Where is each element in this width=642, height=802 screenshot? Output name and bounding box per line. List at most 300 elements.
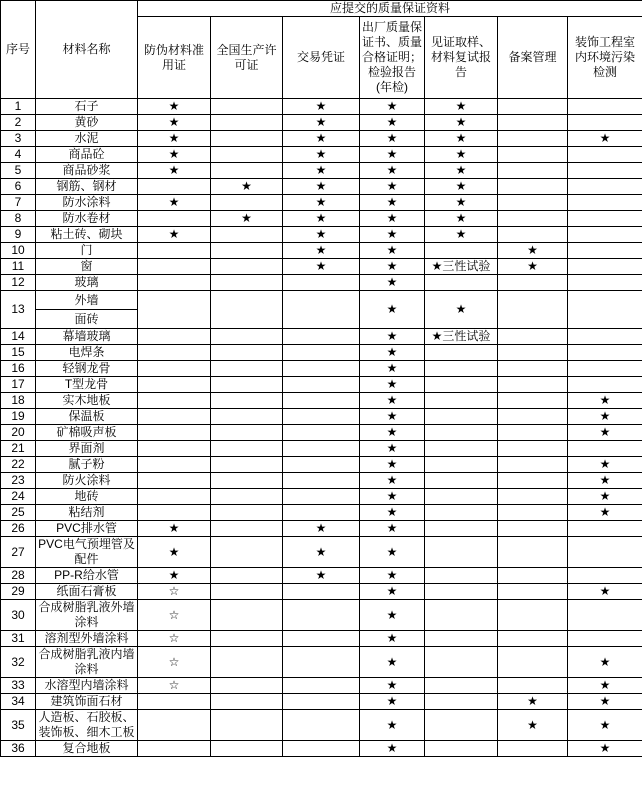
star-cell: [568, 329, 642, 345]
star-cell: ★: [360, 631, 425, 647]
star-cell: ★: [360, 489, 425, 505]
star-cell: ★: [138, 521, 211, 537]
star-cell: [568, 537, 642, 568]
star-cell: [498, 345, 568, 361]
star-cell: [283, 409, 360, 425]
star-cell: [498, 425, 568, 441]
star-cell: [211, 147, 283, 163]
star-cell: ★: [138, 195, 211, 211]
star-cell: [498, 115, 568, 131]
star-cell: ★: [211, 211, 283, 227]
star-cell: ★: [568, 584, 642, 600]
star-cell: ★: [498, 694, 568, 710]
star-cell: [498, 99, 568, 115]
star-cell: [425, 393, 498, 409]
star-cell: ★: [211, 179, 283, 195]
star-cell: ★: [498, 259, 568, 275]
table-row: [1, 584, 642, 600]
star-cell: [211, 115, 283, 131]
star-cell: [498, 195, 568, 211]
star-cell: [425, 568, 498, 584]
star-cell: ★: [283, 243, 360, 259]
star-cell: ☆: [138, 678, 211, 694]
row-index: 3: [1, 131, 36, 147]
star-cell: [211, 489, 283, 505]
star-cell: [138, 345, 211, 361]
star-cell: [211, 131, 283, 147]
star-cell: ★: [138, 568, 211, 584]
star-cell: [283, 694, 360, 710]
star-cell: [498, 678, 568, 694]
table-row: [1, 163, 642, 179]
star-cell: [498, 537, 568, 568]
star-cell: ★: [360, 505, 425, 521]
star-cell: [498, 568, 568, 584]
star-cell: ★三性试验: [425, 259, 498, 275]
star-cell: [283, 647, 360, 678]
star-cell: [568, 600, 642, 631]
star-cell: [568, 115, 642, 131]
star-cell: [425, 441, 498, 457]
star-cell: [498, 377, 568, 393]
star-cell: ★: [425, 179, 498, 195]
star-cell: ★: [138, 147, 211, 163]
material-name: 地砖: [36, 489, 138, 505]
star-cell: ★: [360, 291, 425, 329]
star-cell: [498, 647, 568, 678]
material-name: 水泥: [36, 131, 138, 147]
material-name: PVC电气预埋管及配件: [36, 537, 138, 568]
material-name: 防火涂料: [36, 473, 138, 489]
star-cell: [498, 211, 568, 227]
star-cell: [568, 147, 642, 163]
star-cell: [498, 521, 568, 537]
star-cell: [498, 329, 568, 345]
col-header-transaction-voucher: 交易凭证: [283, 17, 360, 99]
table-row: [1, 211, 642, 227]
star-cell: [425, 275, 498, 291]
row-index: 31: [1, 631, 36, 647]
star-cell: [138, 409, 211, 425]
star-cell: [498, 393, 568, 409]
star-cell: ★: [283, 537, 360, 568]
star-cell: [425, 505, 498, 521]
star-cell: ★: [360, 377, 425, 393]
star-cell: ★: [360, 345, 425, 361]
star-cell: [425, 741, 498, 757]
material-name: 石子: [36, 99, 138, 115]
star-cell: [138, 243, 211, 259]
row-index: 28: [1, 568, 36, 584]
row-index: 2: [1, 115, 36, 131]
star-cell: [283, 393, 360, 409]
star-cell: [211, 243, 283, 259]
star-cell: ★: [360, 710, 425, 741]
material-name: PVC排水管: [36, 521, 138, 537]
table-header: [1, 1, 642, 99]
material-name: 纸面石膏板: [36, 584, 138, 600]
table-row: [1, 441, 642, 457]
star-cell: [425, 647, 498, 678]
table-row: [1, 521, 642, 537]
star-cell: [568, 227, 642, 243]
col-header-witness-sampling-retest-report: 见证取样、材料复试报告: [425, 17, 498, 99]
star-cell: ★: [138, 537, 211, 568]
star-cell: [283, 457, 360, 473]
table-row: [1, 227, 642, 243]
star-cell: [138, 694, 211, 710]
star-cell: [283, 345, 360, 361]
material-name: T型龙骨: [36, 377, 138, 393]
table-row: [1, 489, 642, 505]
star-cell: ★: [283, 227, 360, 243]
table-row: [1, 505, 642, 521]
star-cell: ★: [425, 163, 498, 179]
table-row: [1, 393, 642, 409]
star-cell: ★: [283, 259, 360, 275]
row-index: 21: [1, 441, 36, 457]
star-cell: [138, 377, 211, 393]
star-cell: [211, 99, 283, 115]
star-cell: [283, 489, 360, 505]
row-index: 27: [1, 537, 36, 568]
star-cell: ★: [360, 441, 425, 457]
star-cell: ★: [360, 211, 425, 227]
star-cell: [568, 521, 642, 537]
star-cell: ★: [360, 393, 425, 409]
star-cell: [425, 537, 498, 568]
star-cell: [498, 275, 568, 291]
star-cell: [568, 568, 642, 584]
col-header-index: 序号: [1, 1, 36, 99]
star-cell: [425, 600, 498, 631]
star-cell: [283, 329, 360, 345]
table-row: [1, 147, 642, 163]
star-cell: [211, 441, 283, 457]
star-cell: [211, 584, 283, 600]
col-header-material-name: 材料名称: [36, 1, 138, 99]
row-index: 11: [1, 259, 36, 275]
star-cell: [498, 600, 568, 631]
star-cell: [425, 631, 498, 647]
table-row: [1, 377, 642, 393]
star-cell: [425, 409, 498, 425]
star-cell: [568, 195, 642, 211]
star-cell: ☆: [138, 647, 211, 678]
star-cell: [425, 243, 498, 259]
star-cell: [138, 211, 211, 227]
star-cell: [425, 521, 498, 537]
material-name: 玻璃: [36, 275, 138, 291]
star-cell: ★: [360, 741, 425, 757]
star-cell: ★: [360, 521, 425, 537]
star-cell: [498, 131, 568, 147]
material-name: 合成树脂乳液外墙涂料: [36, 600, 138, 631]
material-name: 商品砼: [36, 147, 138, 163]
row-index: 19: [1, 409, 36, 425]
star-cell: [211, 425, 283, 441]
star-cell: ★: [360, 647, 425, 678]
star-cell: [211, 345, 283, 361]
star-cell: ★: [360, 678, 425, 694]
star-cell: [138, 361, 211, 377]
star-cell: ★: [425, 99, 498, 115]
star-cell: [211, 457, 283, 473]
star-cell: [283, 441, 360, 457]
star-cell: [211, 473, 283, 489]
header-group-row: [1, 1, 642, 17]
row-index: 36: [1, 741, 36, 757]
star-cell: ★: [360, 179, 425, 195]
material-name: 建筑饰面石材: [36, 694, 138, 710]
star-cell: [211, 710, 283, 741]
material-name: 商品砂浆: [36, 163, 138, 179]
material-name: 复合地板: [36, 741, 138, 757]
star-cell: ★: [360, 537, 425, 568]
table-row: [1, 678, 642, 694]
star-cell: ☆: [138, 631, 211, 647]
star-cell: ★: [425, 227, 498, 243]
star-cell: [138, 710, 211, 741]
star-cell: ★: [283, 521, 360, 537]
star-cell: ★: [425, 211, 498, 227]
star-cell: [138, 259, 211, 275]
star-cell: [211, 393, 283, 409]
star-cell: [425, 473, 498, 489]
star-cell: [498, 163, 568, 179]
table-row: [1, 710, 642, 741]
star-cell: [568, 631, 642, 647]
star-cell: ★: [138, 227, 211, 243]
table-row: [1, 179, 642, 195]
row-index: 17: [1, 377, 36, 393]
table-body: [1, 99, 642, 757]
material-name: 钢筋、钢材: [36, 179, 138, 195]
row-index: 32: [1, 647, 36, 678]
row-index: 18: [1, 393, 36, 409]
table-row: [1, 131, 642, 147]
table-row: [1, 275, 642, 291]
table-row: [1, 537, 642, 568]
star-cell: ★: [283, 147, 360, 163]
star-cell: [138, 489, 211, 505]
table-row: [1, 741, 642, 757]
row-index: 5: [1, 163, 36, 179]
star-cell: [211, 259, 283, 275]
star-cell: [211, 195, 283, 211]
material-name: 保温板: [36, 409, 138, 425]
star-cell: ★: [360, 361, 425, 377]
table-row: [1, 99, 642, 115]
table-row: [1, 568, 642, 584]
star-cell: ☆: [138, 584, 211, 600]
star-cell: [138, 441, 211, 457]
table-row: [1, 195, 642, 211]
star-cell: ★: [360, 147, 425, 163]
star-cell: ★: [568, 489, 642, 505]
star-cell: [568, 441, 642, 457]
row-index: 35: [1, 710, 36, 741]
star-cell: [211, 163, 283, 179]
star-cell: ★: [138, 163, 211, 179]
star-cell: [138, 393, 211, 409]
material-name: 人造板、石胶板、装饰板、细木工板: [36, 710, 138, 741]
star-cell: [283, 710, 360, 741]
star-cell: ★: [360, 600, 425, 631]
material-name: 门: [36, 243, 138, 259]
star-cell: ★: [360, 99, 425, 115]
star-cell: ★: [360, 259, 425, 275]
star-cell: ★: [283, 211, 360, 227]
star-cell: ★: [283, 568, 360, 584]
star-cell: [568, 377, 642, 393]
star-cell: ★: [360, 457, 425, 473]
row-index: 23: [1, 473, 36, 489]
star-cell: [211, 505, 283, 521]
star-cell: ★: [283, 179, 360, 195]
material-name: 粘土砖、砌块: [36, 227, 138, 243]
star-cell: [498, 473, 568, 489]
table-row: [1, 243, 642, 259]
star-cell: [568, 275, 642, 291]
star-cell: [211, 741, 283, 757]
star-cell: ★: [498, 710, 568, 741]
material-name: 粘结剂: [36, 505, 138, 521]
star-cell: ★: [425, 131, 498, 147]
star-cell: ★: [283, 163, 360, 179]
star-cell: ★: [568, 131, 642, 147]
star-cell: ★: [425, 291, 498, 329]
star-cell: [498, 179, 568, 195]
star-cell: [568, 259, 642, 275]
star-cell: ★: [360, 694, 425, 710]
star-cell: ★: [360, 329, 425, 345]
star-cell: [283, 291, 360, 329]
star-cell: [498, 227, 568, 243]
table-row: [1, 647, 642, 678]
material-name: 合成树脂乳液内墙涂料: [36, 647, 138, 678]
material-name: 防水卷材: [36, 211, 138, 227]
table-row: [1, 694, 642, 710]
star-cell: ★: [283, 195, 360, 211]
star-cell: [283, 505, 360, 521]
star-cell: [283, 678, 360, 694]
material-name: 矿棉吸声板: [36, 425, 138, 441]
star-cell: ★: [360, 115, 425, 131]
material-name: 面砖: [36, 310, 138, 329]
star-cell: [425, 710, 498, 741]
star-cell: [211, 377, 283, 393]
star-cell: ★: [360, 584, 425, 600]
star-cell: [498, 441, 568, 457]
row-index: 26: [1, 521, 36, 537]
row-index: 24: [1, 489, 36, 505]
star-cell: ★: [360, 243, 425, 259]
star-cell: ☆: [138, 600, 211, 631]
star-cell: [211, 329, 283, 345]
star-cell: [211, 678, 283, 694]
row-index: 34: [1, 694, 36, 710]
material-name: 黄砂: [36, 115, 138, 131]
row-index: 15: [1, 345, 36, 361]
table-row: [1, 361, 642, 377]
star-cell: [425, 425, 498, 441]
row-index: 12: [1, 275, 36, 291]
star-cell: [283, 377, 360, 393]
row-index: 7: [1, 195, 36, 211]
star-cell: ★: [568, 741, 642, 757]
star-cell: [138, 741, 211, 757]
star-cell: [425, 361, 498, 377]
star-cell: ★: [360, 131, 425, 147]
star-cell: ★: [568, 425, 642, 441]
star-cell: [283, 741, 360, 757]
star-cell: [498, 489, 568, 505]
table-row: [1, 291, 642, 310]
star-cell: ★: [425, 115, 498, 131]
row-index: 4: [1, 147, 36, 163]
star-cell: [211, 631, 283, 647]
star-cell: [498, 147, 568, 163]
material-name: 水溶型内墙涂料: [36, 678, 138, 694]
star-cell: ★: [425, 147, 498, 163]
star-cell: ★: [360, 425, 425, 441]
row-index: 29: [1, 584, 36, 600]
row-index: 30: [1, 600, 36, 631]
star-cell: ★: [138, 99, 211, 115]
star-cell: [498, 457, 568, 473]
star-cell: [425, 584, 498, 600]
star-cell: [425, 678, 498, 694]
star-cell: [211, 568, 283, 584]
star-cell: ★: [360, 195, 425, 211]
col-header-anti-counterfeit-permit: 防伪材料准用证: [138, 17, 211, 99]
material-name: PP-R给水管: [36, 568, 138, 584]
star-cell: [425, 377, 498, 393]
star-cell: ★: [138, 115, 211, 131]
star-cell: ★: [568, 409, 642, 425]
star-cell: [138, 505, 211, 521]
table-row: [1, 631, 642, 647]
row-index: 10: [1, 243, 36, 259]
star-cell: [498, 505, 568, 521]
star-cell: ★: [568, 505, 642, 521]
star-cell: [498, 584, 568, 600]
star-cell: ★: [283, 131, 360, 147]
table-row: [1, 345, 642, 361]
table-row: [1, 457, 642, 473]
star-cell: ★: [568, 473, 642, 489]
material-name: 电焊条: [36, 345, 138, 361]
row-index: 8: [1, 211, 36, 227]
material-name: 界面剂: [36, 441, 138, 457]
star-cell: [568, 99, 642, 115]
star-cell: [211, 694, 283, 710]
star-cell: [283, 425, 360, 441]
star-cell: [138, 291, 211, 329]
star-cell: [568, 163, 642, 179]
star-cell: [498, 291, 568, 329]
star-cell: ★: [283, 115, 360, 131]
row-index: 33: [1, 678, 36, 694]
star-cell: ★: [360, 275, 425, 291]
star-cell: [283, 275, 360, 291]
material-name: 溶剂型外墙涂料: [36, 631, 138, 647]
material-name: 实木地板: [36, 393, 138, 409]
star-cell: ★: [425, 195, 498, 211]
star-cell: ★: [568, 393, 642, 409]
row-index: 20: [1, 425, 36, 441]
